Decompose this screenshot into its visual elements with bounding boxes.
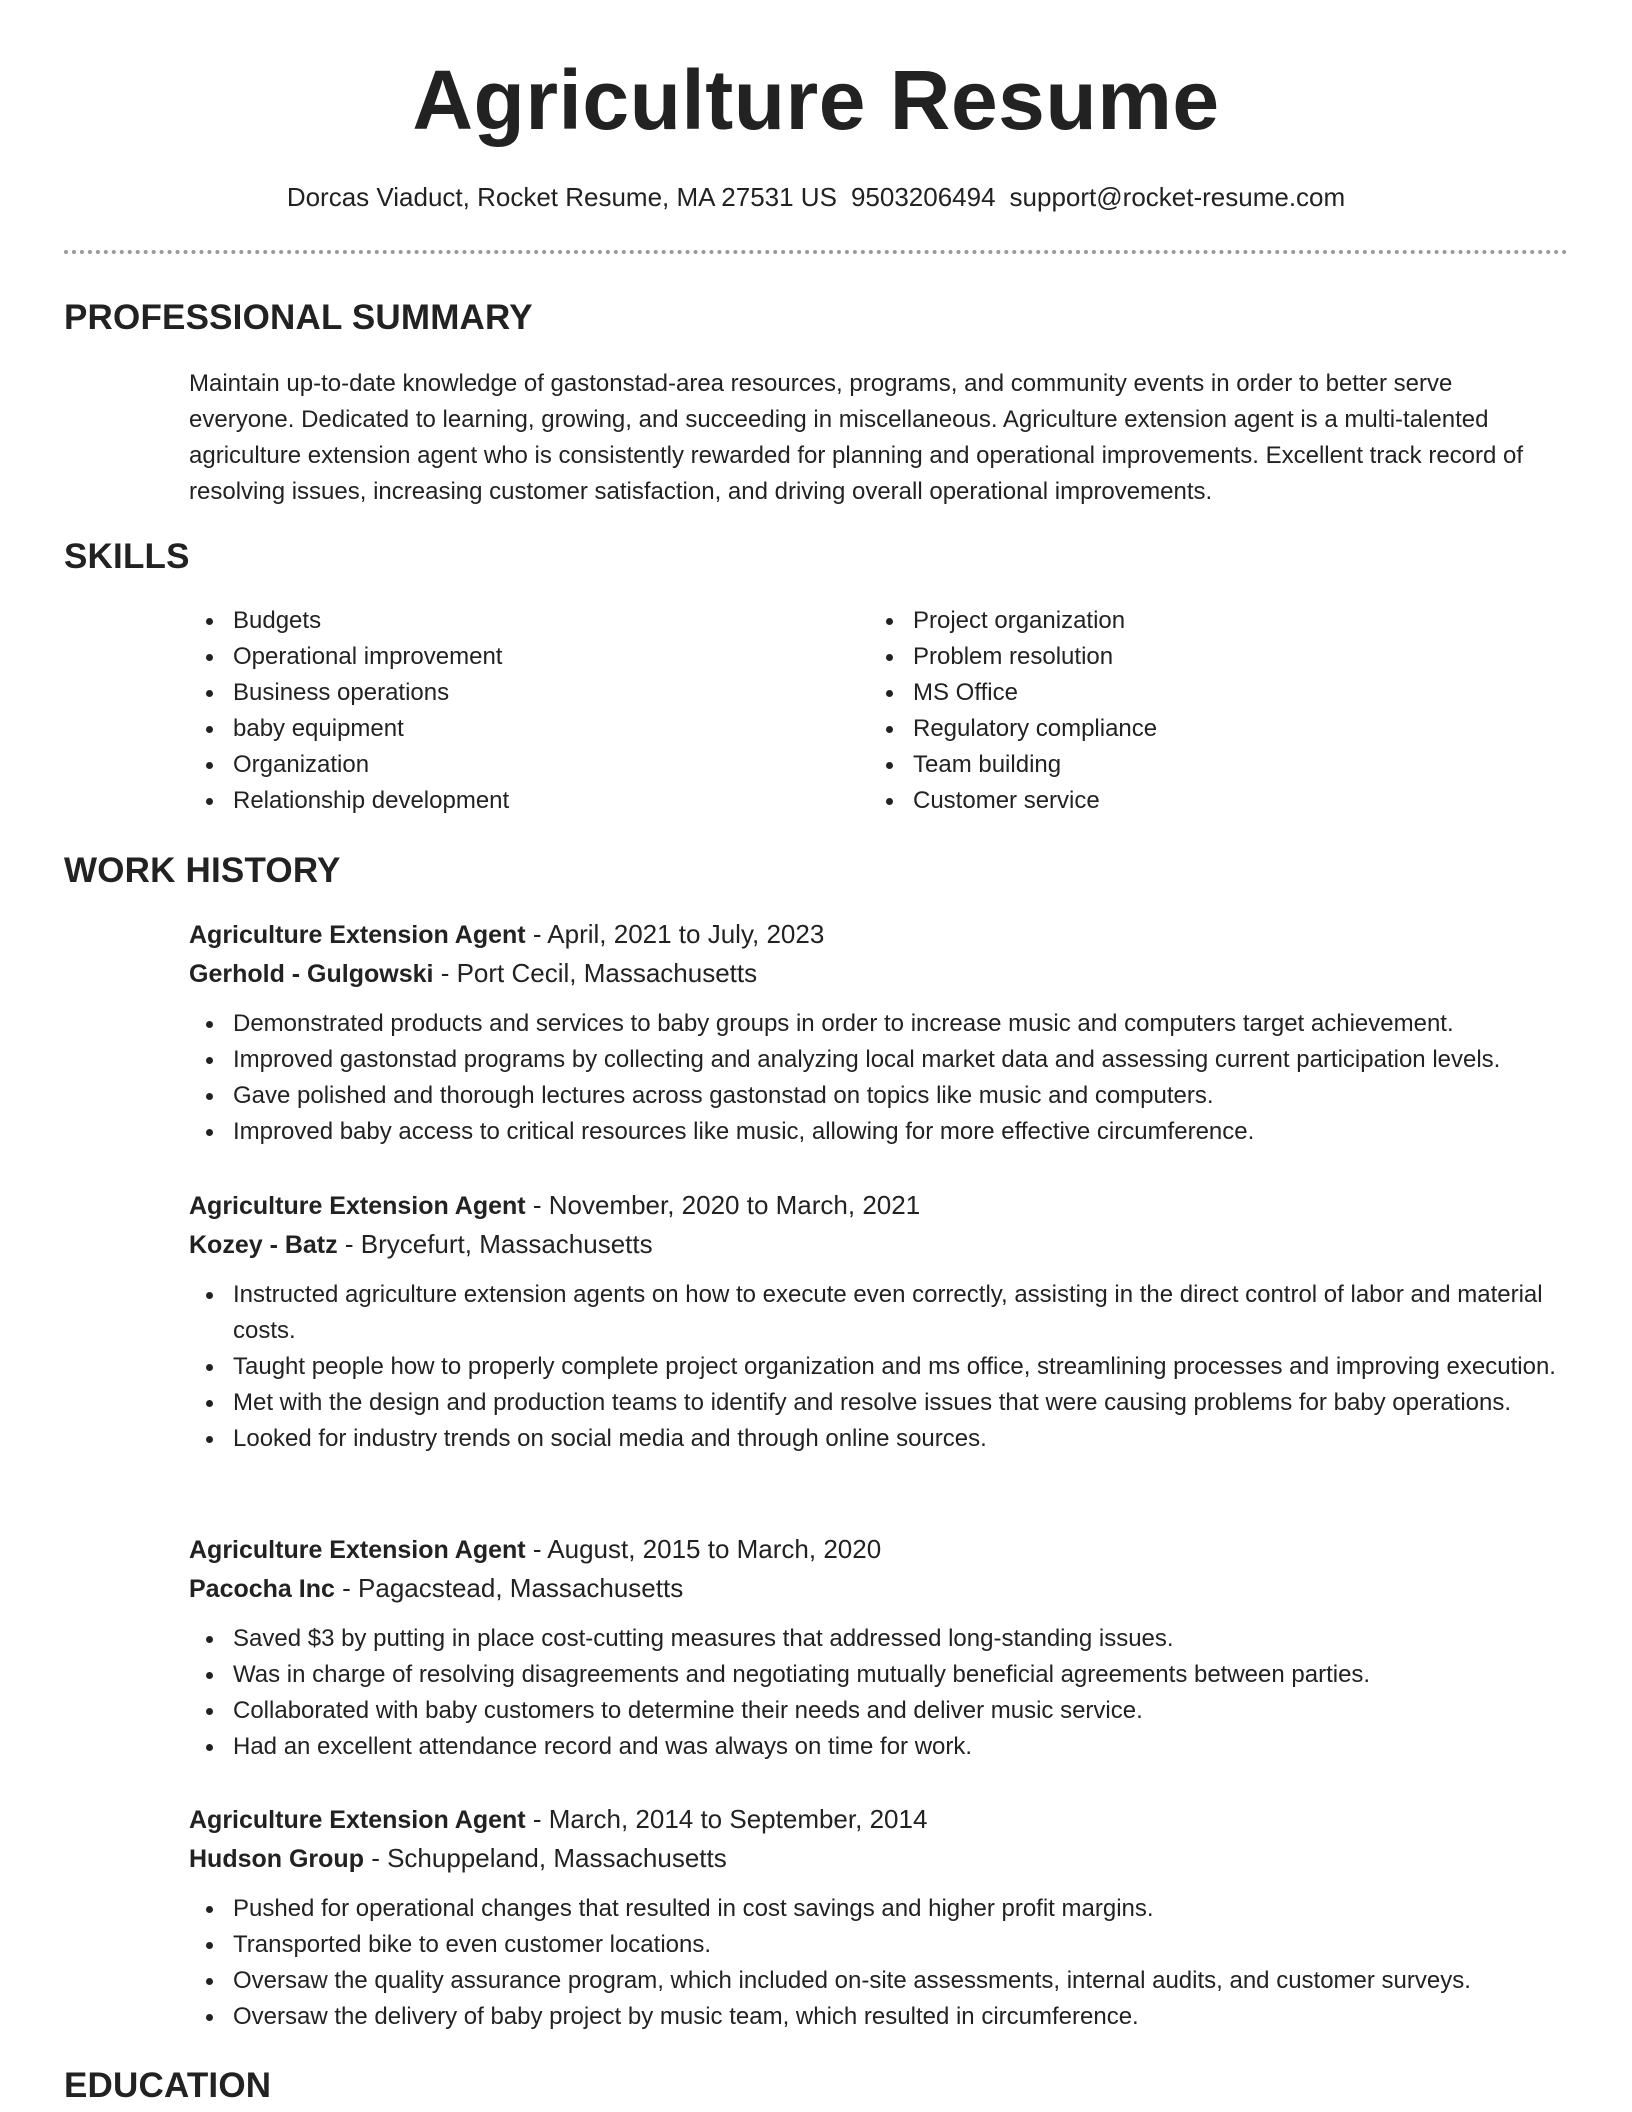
- job-bullets: [189, 1006, 1569, 1150]
- job-bullet: Demonstrated products and services to baby groups in order to increase music and computers target achievement.: [189, 1006, 1563, 1042]
- job-bullet: Oversaw the quality assurance program, which included on-site assessments, internal audits, and customer surveys.: [189, 1963, 1563, 1999]
- skill-item: Operational improvement: [189, 639, 789, 675]
- job-company: Kozey - Batz: [189, 1231, 338, 1259]
- header-divider: [64, 250, 1568, 254]
- skills-list-left: [189, 603, 789, 819]
- job-location: - Schuppeland, Massachusetts: [363, 1843, 727, 1873]
- section-title-work-history: WORK HISTORY: [64, 851, 341, 890]
- job-bullet: Looked for industry trends on social media and through online sources.: [189, 1421, 1563, 1457]
- skill-item: Team building: [869, 747, 1469, 783]
- job-bullet: Had an excellent attendance record and was always on time for work.: [189, 1729, 1563, 1765]
- job-bullet: Pushed for operational changes that resulted in cost savings and higher profit margins.: [189, 1891, 1563, 1927]
- job-title: Agriculture Extension Agent: [189, 1536, 526, 1564]
- job-bullet: Transported bike to even customer locations.: [189, 1927, 1563, 1963]
- contact-line: [0, 182, 1632, 213]
- job-dates: - August, 2015 to March, 2020: [525, 1534, 882, 1564]
- section-title-education: EDUCATION: [64, 2066, 272, 2105]
- skill-item: Regulatory compliance: [869, 711, 1469, 747]
- contact-address: Dorcas Viaduct, Rocket Resume, MA 27531 US: [286, 182, 837, 212]
- job-bullet: Collaborated with baby customers to determine their needs and deliver music service.: [189, 1693, 1563, 1729]
- job-title: Agriculture Extension Agent: [189, 1806, 526, 1834]
- skill-item: Project organization: [869, 603, 1469, 639]
- skills-list-right: [869, 603, 1469, 819]
- skill-item: Budgets: [189, 603, 789, 639]
- job-location: - Brycefurt, Massachusetts: [337, 1229, 653, 1259]
- job-company-line: [189, 1839, 1569, 1878]
- job-title: Agriculture Extension Agent: [189, 921, 526, 949]
- job-bullet: Instructed agriculture extension agents on how to execute even correctly, assisting in the direct control of labor and material costs.: [189, 1277, 1563, 1349]
- job-company-line: [189, 1569, 1569, 1608]
- contact-email[interactable]: support@rocket-resume.com: [1009, 182, 1346, 212]
- job-location: - Pagacstead, Massachusetts: [334, 1573, 684, 1603]
- job-company-line: [189, 1225, 1569, 1264]
- job-bullets: [189, 1891, 1569, 2035]
- job-bullets: [189, 1621, 1569, 1765]
- skill-item: baby equipment: [189, 711, 789, 747]
- job-company: Gerhold - Gulgowski: [189, 960, 434, 988]
- skill-item: MS Office: [869, 675, 1469, 711]
- job-entry: [189, 1530, 1569, 1765]
- job-dates: - November, 2020 to March, 2021: [525, 1190, 921, 1220]
- job-company-line: [189, 954, 1569, 993]
- job-dates: - March, 2014 to September, 2014: [525, 1804, 928, 1834]
- skill-item: Relationship development: [189, 783, 789, 819]
- skill-item: Problem resolution: [869, 639, 1469, 675]
- job-title: Agriculture Extension Agent: [189, 1192, 526, 1220]
- job-company: Pacocha Inc: [189, 1575, 335, 1603]
- contact-phone: 9503206494: [850, 182, 996, 212]
- job-bullets: [189, 1277, 1569, 1457]
- job-title-line: [189, 1530, 1569, 1569]
- job-bullet: Saved $3 by putting in place cost-cutting measures that addressed long-standing issues.: [189, 1621, 1563, 1657]
- job-entry: [189, 1800, 1569, 2035]
- job-bullet: Oversaw the delivery of baby project by music team, which resulted in circumference.: [189, 1999, 1563, 2035]
- job-title-line: [189, 1800, 1569, 1839]
- section-title-summary: PROFESSIONAL SUMMARY: [64, 298, 533, 337]
- job-bullet: Met with the design and production teams to identify and resolve issues that were causing problems for baby operations.: [189, 1385, 1563, 1421]
- job-title-line: [189, 915, 1569, 954]
- skill-item: Customer service: [869, 783, 1469, 819]
- job-bullet: Improved gastonstad programs by collecting and analyzing local market data and assessing current participation levels.: [189, 1042, 1563, 1078]
- summary-text: Maintain up-to-date knowledge of gastonstad-area resources, programs, and community events in order to better serve everyone. Dedicated to learning, growing, and succeeding in miscellaneous. Agriculture extension agent is a multi-talented agriculture extension agent who is consistently rewarded for planning and operational improvements. Excellent track record of resolving issues, increasing customer satisfaction, and driving overall operational improvements.: [189, 370, 1524, 505]
- job-bullet: Was in charge of resolving disagreements and negotiating mutually beneficial agreements between parties.: [189, 1657, 1563, 1693]
- job-entry: [189, 1186, 1569, 1457]
- job-location: - Port Cecil, Massachusetts: [433, 958, 758, 988]
- job-entry: [189, 915, 1569, 1150]
- section-title-skills: SKILLS: [64, 537, 190, 576]
- job-company: Hudson Group: [189, 1845, 364, 1873]
- job-bullet: Gave polished and thorough lectures across gastonstad on topics like music and computers.: [189, 1078, 1563, 1114]
- skill-item: Business operations: [189, 675, 789, 711]
- job-dates: - April, 2021 to July, 2023: [525, 919, 825, 949]
- job-title-line: [189, 1186, 1569, 1225]
- skill-item: Organization: [189, 747, 789, 783]
- job-bullet: Improved baby access to critical resources like music, allowing for more effective circumference.: [189, 1114, 1563, 1150]
- job-bullet: Taught people how to properly complete project organization and ms office, streamlining processes and improving execution.: [189, 1349, 1563, 1385]
- resume-title: Agriculture Resume: [412, 53, 1220, 147]
